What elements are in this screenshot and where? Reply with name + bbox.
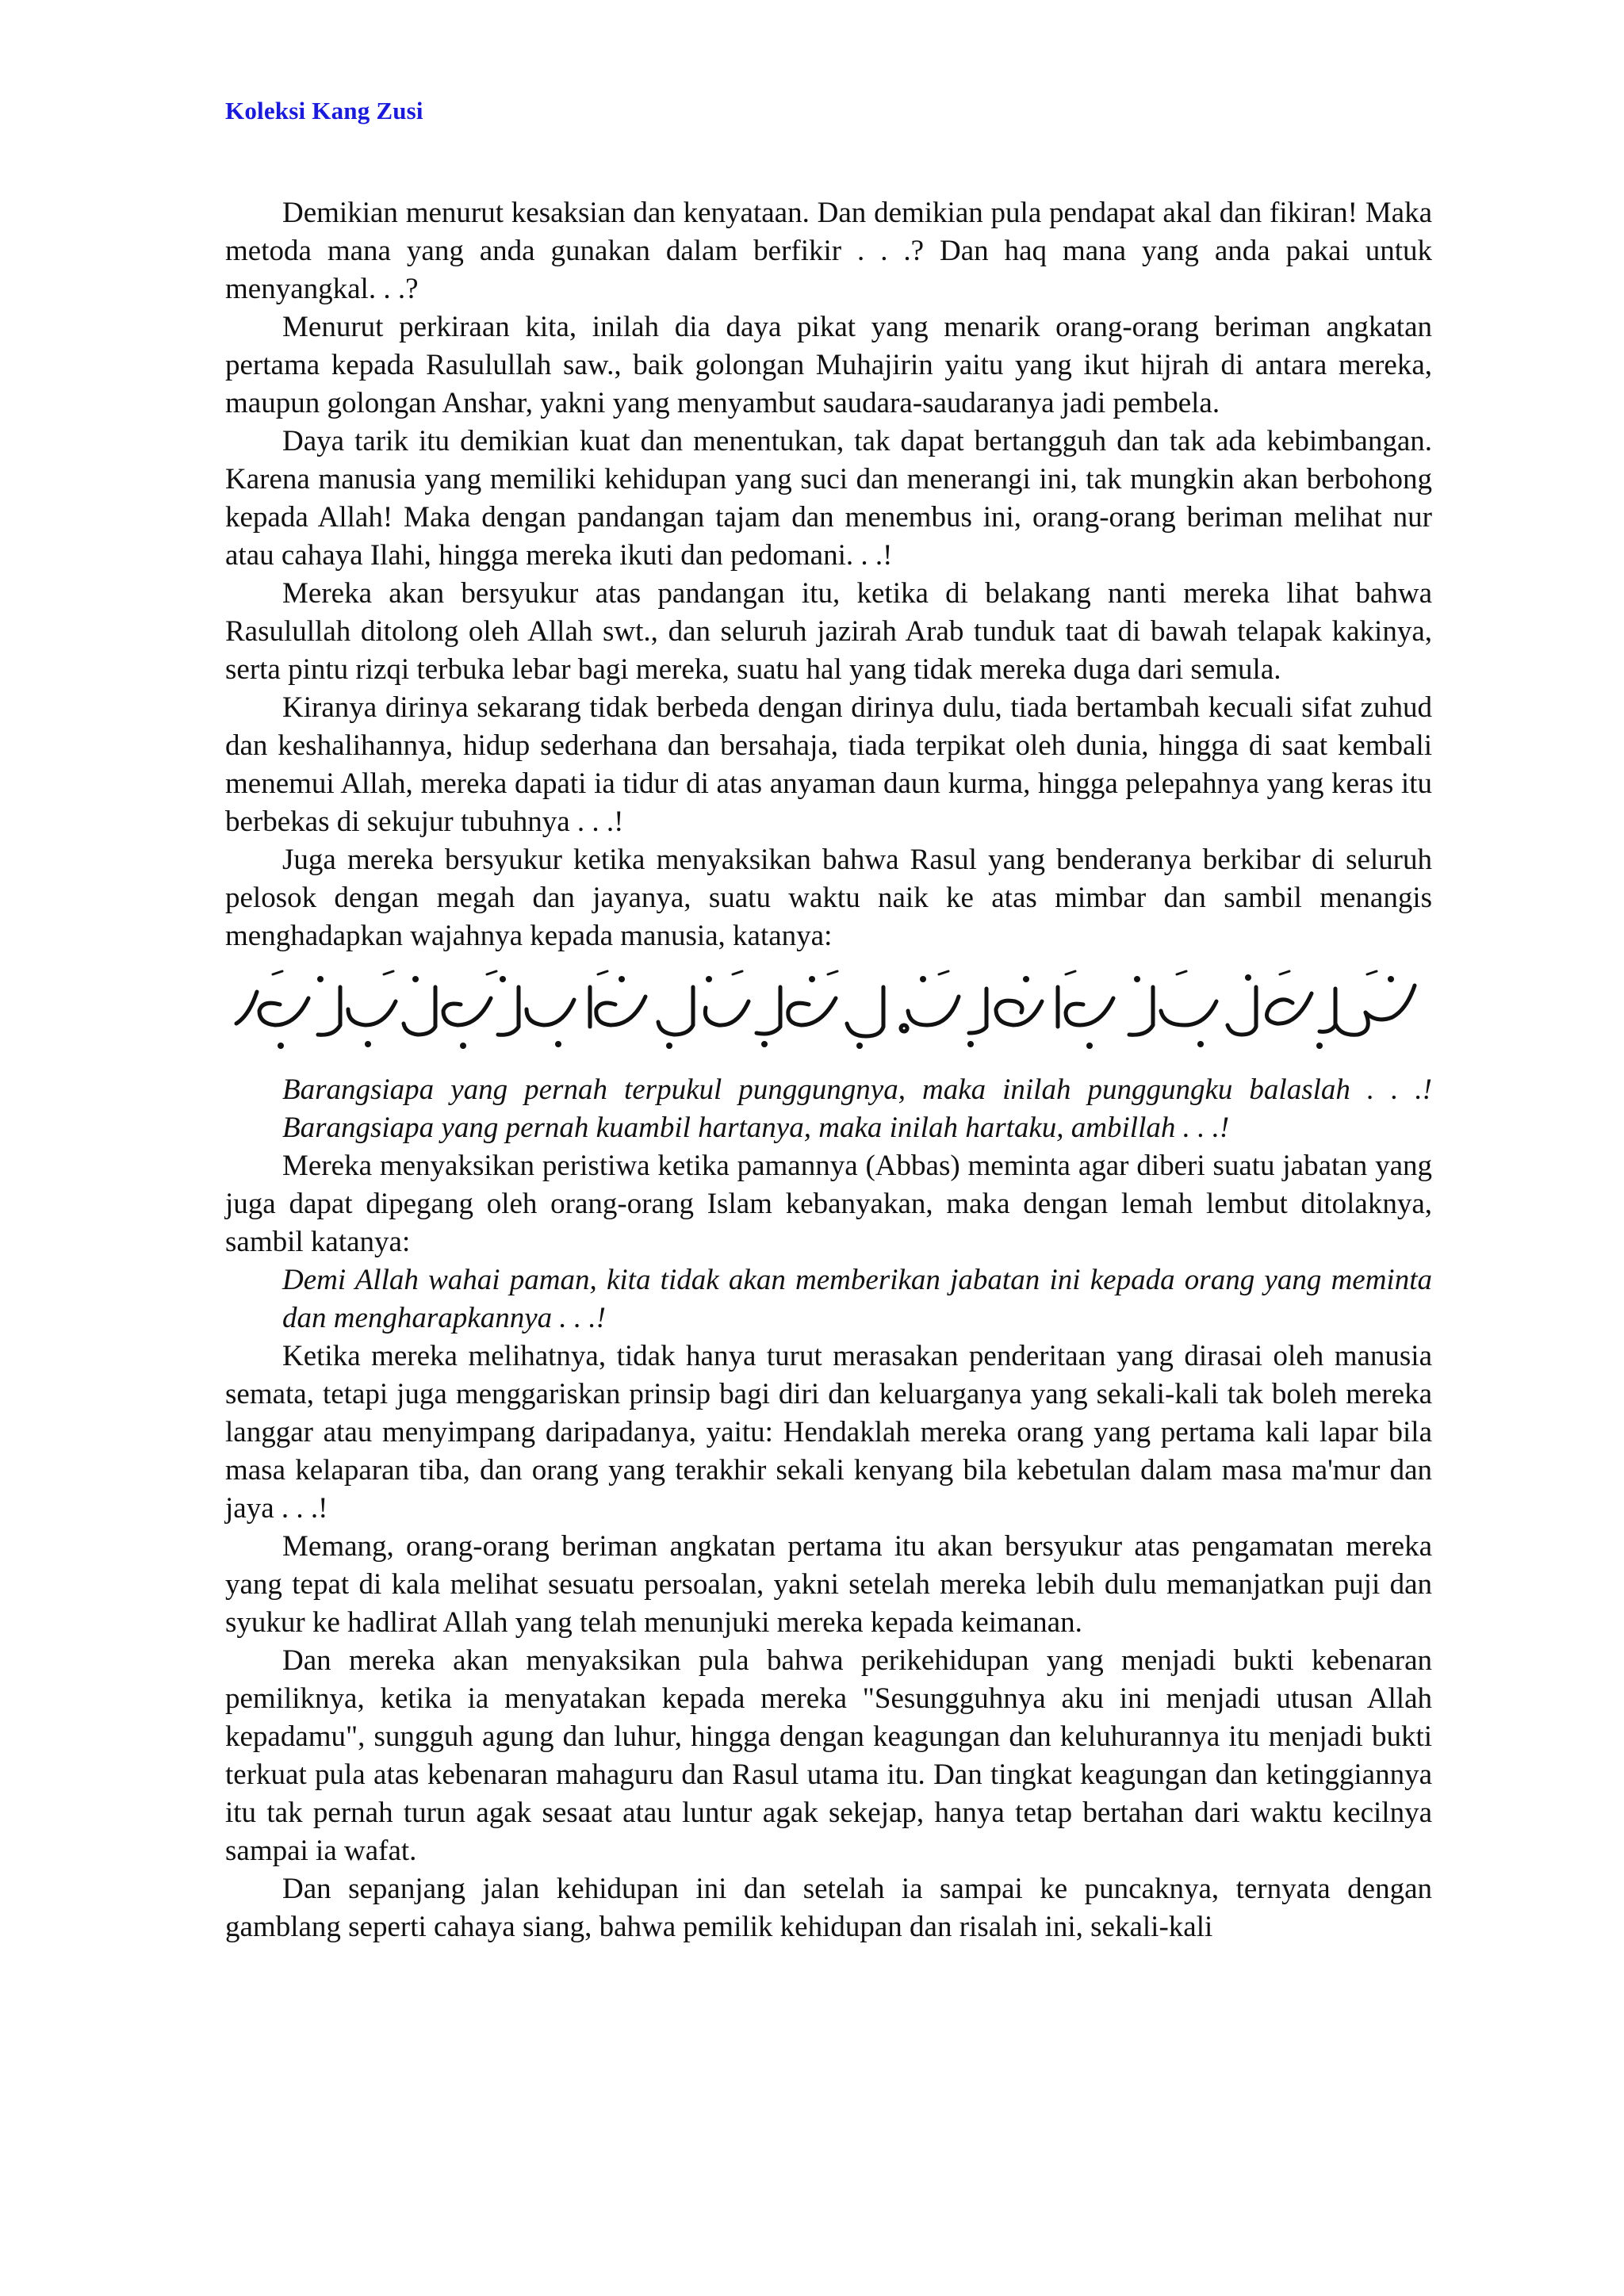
paragraph-9: Memang, orang-orang beriman angkatan pertama itu akan bersyukur atas pengamatan mereka yang tepat di kala melihat sesuatu persoalan, yakni setelah mereka lebih dulu memanjatkan puji dan syukur ke hadlirat Allah yang telah menunjuki mereka kepada keimanan. xyxy=(225,1530,1432,1639)
paragraph-3: Daya tarik itu demikian kuat dan menentukan, tak dapat bertangguh dan tak ada kebimbangan. Karena manusia yang memiliki kehidupan yang suci dan menerangi ini, tak mungkin akan berbohong kepada Allah! Maka dengan pandangan tajam dan menembus ini, orang-orang beriman melihat nur atau cahaya Ilahi, hingga mereka ikuti dan pedomani. . .! xyxy=(225,425,1432,572)
paragraph-4: Mereka akan bersyukur atas pandangan itu, ketika di belakang nanti mereka lihat bahwa Rasulullah ditolong oleh Allah swt., dan seluruh jazirah Arab tunduk taat di bawah telapak kakinya, serta pintu rizqi terbuka lebar bagi mereka, suatu hal yang tidak mereka duga dari semula. xyxy=(225,577,1432,686)
quote-1: Barangsiapa yang pernah terpukul punggungnya, maka inilah punggungku balaslah . . .! Barangsiapa yang pernah kuambil hartanya, maka inilah hartaku, ambillah . . .! xyxy=(282,1073,1432,1144)
paragraph-10: Dan mereka akan menyaksikan pula bahwa perikehidupan yang menjadi bukti kebenaran pemiliknya, ketika ia menyatakan kepada mereka "Sesungguhnya aku ini menjadi utusan Allah kepadamu", sungguh agung dan luhur, hingga dengan keagungan dan keluhurannya itu menjadi bukti terkuat pula atas kebenaran mahaguru dan Rasul utama itu. Dan tingkat keagungan dan ketinggiannya itu tak pernah turun agak sesaat atau luntur agak sekejap, hanya tetap bertahan dari waktu kecilnya sampai ia wafat. xyxy=(225,1644,1432,1867)
paragraph-7: Mereka menyaksikan peristiwa ketika pamannya (Abbas) meminta agar diberi suatu jabatan yang juga dapat dipegang oleh orang-orang Islam kebanyakan, maka dengan lemah lembut ditolaknya, sambil katanya: xyxy=(225,1150,1432,1258)
arabic-calligraphy-icon xyxy=(225,970,1432,1071)
paragraph-11: Dan sepanjang jalan kehidupan ini dan setelah ia sampai ke puncaknya, ternyata dengan gamblang seperti cahaya siang, bahwa pemilik kehidupan dan risalah ini, sekali-kali xyxy=(225,1873,1432,1943)
arabic-calligraphy-image xyxy=(225,970,1432,1071)
paragraph-2: Menurut perkiraan kita, inilah dia daya pikat yang menarik orang-orang beriman angkatan pertama kepada Rasulullah saw., baik golongan Muhajirin yaitu yang ikut hijrah di antara mereka, maupun golongan Anshar, yakni yang menyambut saudara-saudaranya jadi pembela. xyxy=(225,311,1432,419)
paragraph-1: Demikian menurut kesaksian dan kenyataan. Dan demikian pula pendapat akal dan fikiran! Maka metoda mana yang anda gunakan dalam berfikir . . .? Dan haq mana yang anda pakai untuk menyangkal. . .? xyxy=(225,197,1432,305)
paragraph-8: Ketika mereka melihatnya, tidak hanya turut merasakan penderitaan yang dirasai oleh manusia semata, tetapi juga menggariskan prinsip bagi diri dan keluarganya yang sekali-kali tak boleh mereka langgar atau menyimpang daripadanya, yaitu: Hendaklah mereka orang yang pertama kali lapar bila masa kelaparan tiba, dan orang yang terakhir sekali kenyang bila kebetulan dalam masa ma'mur dan jaya . . .! xyxy=(225,1340,1432,1525)
quote-2: Demi Allah wahai paman, kita tidak akan memberikan jabatan ini kepada orang yang meminta dan mengharapkannya . . .! xyxy=(282,1264,1432,1334)
document-header: Koleksi Kang Zusi xyxy=(225,97,423,124)
paragraph-5: Kiranya dirinya sekarang tidak berbeda dengan dirinya dulu, tiada bertambah kecuali sifat zuhud dan keshalihannya, hidup sederhana dan bersahaja, tiada terpikat oleh dunia, hingga di saat kembali menemui Allah, mereka dapati ia tidur di atas anyaman daun kurma, hingga pelepahnya yang keras itu berbekas di sekujur tubuhnya . . .! xyxy=(225,691,1432,838)
document-body xyxy=(225,194,1432,1946)
paragraph-6: Juga mereka bersyukur ketika menyaksikan bahwa Rasul yang benderanya berkibar di seluruh pelosok dengan megah dan jayanya, suatu waktu naik ke atas mimbar dan sambil menangis menghadapkan wajahnya kepada manusia, katanya: xyxy=(225,844,1432,952)
